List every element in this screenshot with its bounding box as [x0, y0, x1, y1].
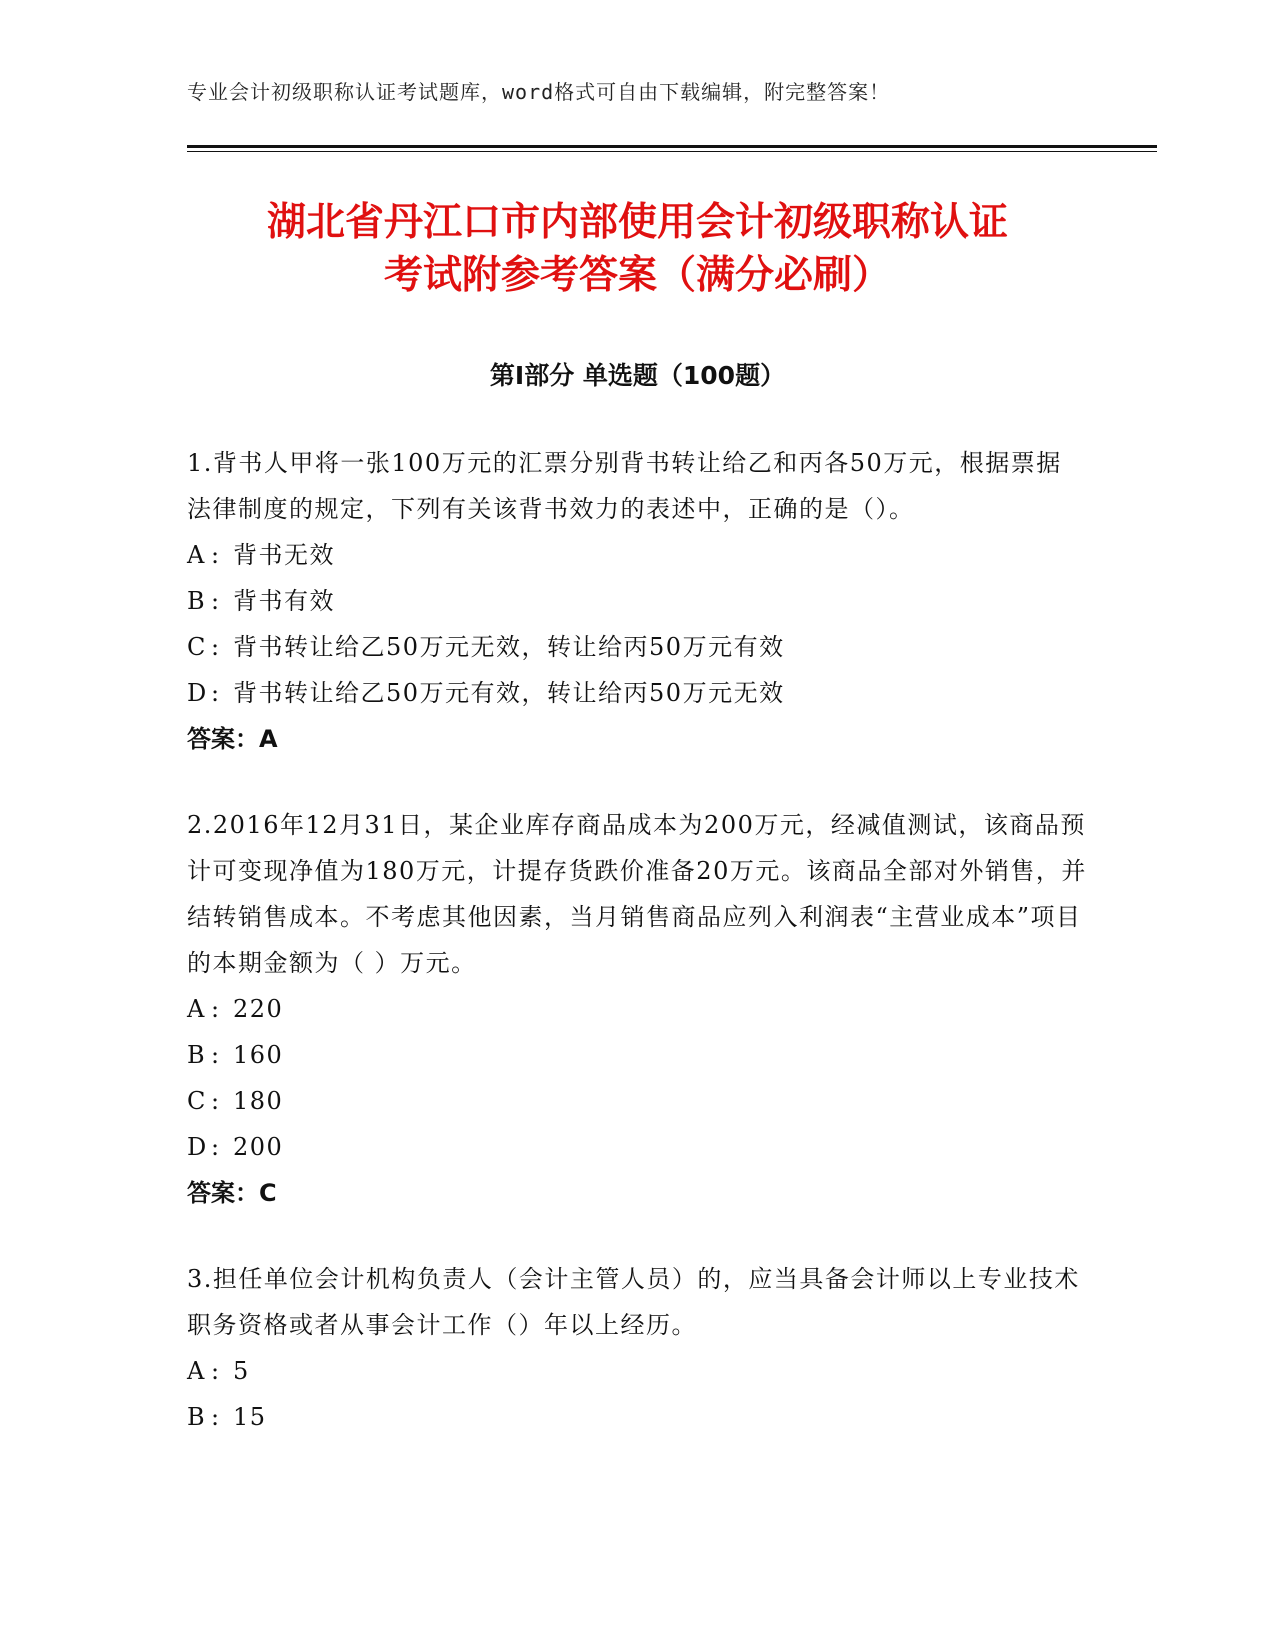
option-list — [187, 532, 1087, 716]
option-b — [187, 1032, 1087, 1078]
option-d — [187, 1124, 1087, 1170]
document-title — [150, 196, 1125, 302]
option-d — [187, 670, 1087, 716]
section-heading: 第Ⅰ部分 单选题（100题） — [489, 361, 786, 390]
option-text: 160 — [233, 1041, 284, 1069]
option-a — [187, 986, 1087, 1032]
question-1 — [187, 440, 1087, 762]
question-list — [187, 440, 1087, 1480]
document-title-line-2: 考试附参考答案（满分必刷） — [383, 253, 891, 298]
option-list — [187, 986, 1087, 1170]
header-note: 专业会计初级职称认证考试题库，word格式可自由下载编辑，附完整答案！ — [187, 80, 891, 104]
option-a — [187, 1348, 1087, 1394]
option-letter: C — [187, 633, 207, 661]
header-rule-thin — [187, 151, 1157, 152]
answer-text: 答案：A — [187, 725, 278, 753]
option-separator: : — [211, 587, 221, 615]
option-letter: A — [187, 541, 206, 569]
option-separator: : — [211, 1357, 221, 1385]
option-text: 180 — [233, 1087, 284, 1115]
option-text: 背书转让给乙50万元无效，转让给丙50万元有效 — [233, 633, 785, 661]
option-text: 背书无效 — [233, 541, 335, 569]
header-rule-thick — [187, 145, 1157, 148]
option-b — [187, 1394, 1087, 1440]
option-text: 220 — [233, 995, 284, 1023]
question-3 — [187, 1256, 1087, 1440]
option-separator: : — [211, 1087, 221, 1115]
option-letter: B — [187, 587, 207, 615]
option-separator: : — [211, 679, 221, 707]
option-a — [187, 532, 1087, 578]
option-text: 15 — [233, 1403, 267, 1431]
question-text: 3.担任单位会计机构负责人（会计主管人员）的，应当具备会计师以上专业技术职务资格或者从事会计工作（）年以上经历。 — [187, 1265, 1080, 1339]
option-separator: : — [211, 541, 221, 569]
option-letter: A — [187, 995, 206, 1023]
question-text: 1.背书人甲将一张100万元的汇票分别背书转让给乙和丙各50万元，根据票据法律制度的规定，下列有关该背书效力的表述中，正确的是（）。 — [187, 449, 1062, 523]
option-c — [187, 624, 1087, 670]
option-text: 5 — [233, 1357, 250, 1385]
option-letter: D — [187, 1133, 208, 1161]
option-separator: : — [211, 633, 221, 661]
option-list — [187, 1348, 1087, 1440]
document-title-line-1: 湖北省丹江口市内部使用会计初级职称认证 — [266, 200, 1008, 245]
option-c — [187, 1078, 1087, 1124]
question-text: 2.2016年12月31日，某企业库存商品成本为200万元，经减值测试，该商品预计可变现净值为180万元，计提存货跌价准备20万元。该商品全部对外销售，并结转销售成本。不考虑其他因素，当月销售商品应列入利润表“主营业成本”项目的本期金额为（ ）万元。 — [187, 811, 1087, 977]
option-separator: : — [211, 995, 221, 1023]
option-text: 背书有效 — [233, 587, 335, 615]
option-separator: : — [211, 1041, 221, 1069]
option-text: 200 — [233, 1133, 284, 1161]
option-letter: B — [187, 1403, 207, 1431]
option-separator: : — [211, 1403, 221, 1431]
option-letter: A — [187, 1357, 206, 1385]
option-letter: B — [187, 1041, 207, 1069]
option-letter: D — [187, 679, 208, 707]
answer-text: 答案：C — [187, 1179, 277, 1207]
option-b — [187, 578, 1087, 624]
option-text: 背书转让给乙50万元有效，转让给丙50万元无效 — [233, 679, 785, 707]
option-letter: C — [187, 1087, 207, 1115]
question-2 — [187, 802, 1087, 1216]
option-separator: : — [211, 1133, 221, 1161]
